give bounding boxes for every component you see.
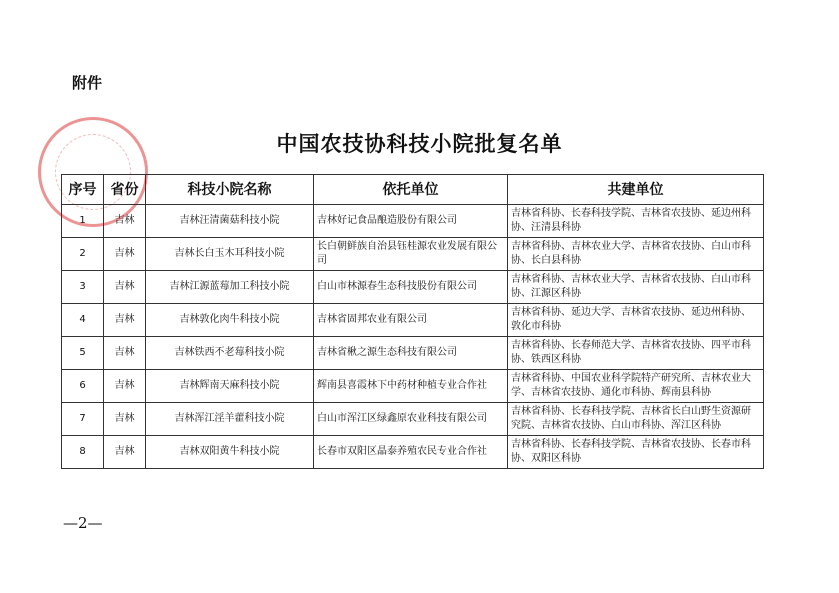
cell-province: 吉林 bbox=[104, 238, 146, 271]
table-row bbox=[62, 436, 764, 469]
cell-partners: 吉林省科协、长春科技学院、吉林省长白山野生资源研究院、吉林省农技协、白山市科协、浑江区科协 bbox=[508, 403, 764, 436]
document-title: 中国农技协科技小院批复名单 bbox=[276, 131, 563, 156]
cell-province: 吉林 bbox=[104, 403, 146, 436]
cell-partners: 吉林省科协、吉林农业大学、吉林省农技协、白山市科协、江源区科协 bbox=[508, 271, 764, 304]
table-row bbox=[62, 370, 764, 403]
header-no: 序号 bbox=[62, 175, 104, 205]
header-name: 科技小院名称 bbox=[146, 175, 314, 205]
cell-name: 吉林铁西不老莓科技小院 bbox=[146, 337, 314, 370]
header-org: 依托单位 bbox=[314, 175, 508, 205]
cell-partners: 吉林省科协、延边大学、吉林省农技协、延边州科协、敦化市科协 bbox=[508, 304, 764, 337]
cell-no: 3 bbox=[62, 271, 104, 304]
cell-province: 吉林 bbox=[104, 271, 146, 304]
cell-no: 6 bbox=[62, 370, 104, 403]
cell-name: 吉林双阳黄牛科技小院 bbox=[146, 436, 314, 469]
cell-org: 白山市林源春生态科技股份有限公司 bbox=[314, 271, 508, 304]
approval-table bbox=[61, 174, 764, 469]
table-row bbox=[62, 304, 764, 337]
cell-province: 吉林 bbox=[104, 337, 146, 370]
cell-partners: 吉林省科协、长春科技学院、吉林省农技协、长春市科协、双阳区科协 bbox=[508, 436, 764, 469]
header-province: 省份 bbox=[104, 175, 146, 205]
cell-partners: 吉林省科协、吉林农业大学、吉林省农技协、白山市科协、长白县科协 bbox=[508, 238, 764, 271]
cell-province: 吉林 bbox=[104, 436, 146, 469]
table-row bbox=[62, 403, 764, 436]
cell-org: 长白朝鲜族自治县钰桂源农业发展有限公司 bbox=[314, 238, 508, 271]
cell-org: 辉南县喜霞林下中药材种植专业合作社 bbox=[314, 370, 508, 403]
cell-no: 5 bbox=[62, 337, 104, 370]
cell-partners: 吉林省科协、中国农业科学院特产研究所、吉林农业大学、吉林省农技协、通化市科协、辉南县科协 bbox=[508, 370, 764, 403]
cell-org: 吉林好记食品酿造股份有限公司 bbox=[314, 205, 508, 238]
page-number: —2— bbox=[63, 514, 103, 532]
cell-province: 吉林 bbox=[104, 370, 146, 403]
cell-province: 吉林 bbox=[104, 205, 146, 238]
cell-name: 吉林江源蓝莓加工科技小院 bbox=[146, 271, 314, 304]
cell-name: 吉林汪清菌菇科技小院 bbox=[146, 205, 314, 238]
attachment-label: 附件 bbox=[72, 74, 103, 92]
cell-province: 吉林 bbox=[104, 304, 146, 337]
cell-org: 吉林省楸之源生态科技有限公司 bbox=[314, 337, 508, 370]
cell-name: 吉林敦化肉牛科技小院 bbox=[146, 304, 314, 337]
cell-org: 吉林省固邦农业有限公司 bbox=[314, 304, 508, 337]
table-row bbox=[62, 337, 764, 370]
cell-no: 4 bbox=[62, 304, 104, 337]
cell-no: 8 bbox=[62, 436, 104, 469]
cell-org: 长春市双阳区晶泰养殖农民专业合作社 bbox=[314, 436, 508, 469]
cell-name: 吉林浑江淫羊藿科技小院 bbox=[146, 403, 314, 436]
table-header-row bbox=[62, 175, 764, 205]
cell-name: 吉林辉南天麻科技小院 bbox=[146, 370, 314, 403]
cell-partners: 吉林省科协、长春科技学院、吉林省农技协、延边州科协、汪清县科协 bbox=[508, 205, 764, 238]
table-row bbox=[62, 238, 764, 271]
table-row bbox=[62, 271, 764, 304]
cell-no: 1 bbox=[62, 205, 104, 238]
cell-org: 白山市浑江区绿鑫原农业科技有限公司 bbox=[314, 403, 508, 436]
cell-partners: 吉林省科协、长春师范大学、吉林省农技协、四平市科协、铁西区科协 bbox=[508, 337, 764, 370]
cell-name: 吉林长白玉木耳科技小院 bbox=[146, 238, 314, 271]
cell-no: 7 bbox=[62, 403, 104, 436]
cell-no: 2 bbox=[62, 238, 104, 271]
table-row bbox=[62, 205, 764, 238]
header-partners: 共建单位 bbox=[508, 175, 764, 205]
